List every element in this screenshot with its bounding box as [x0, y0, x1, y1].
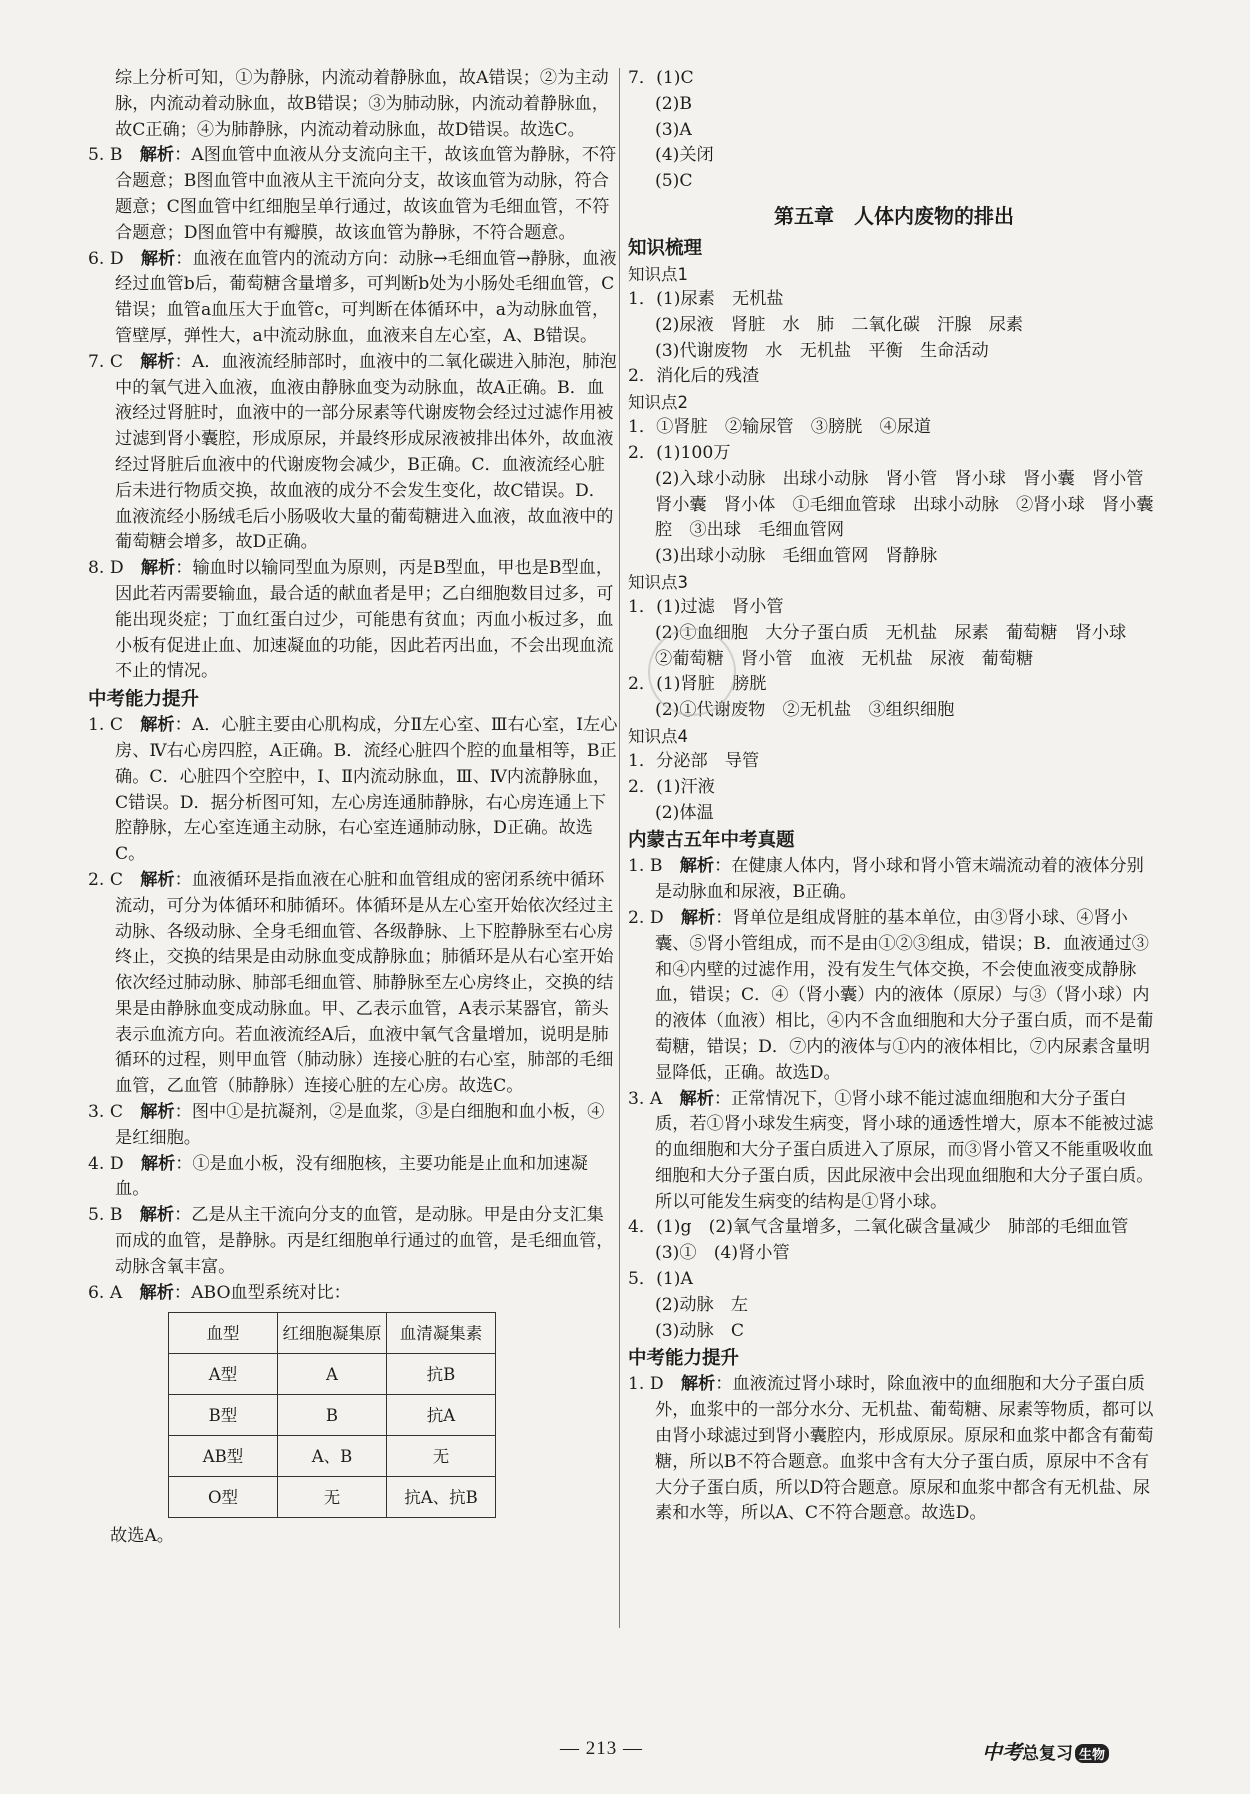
item-number: 1.: [628, 856, 645, 877]
analysis-text: ：乙是从主干流向分支的血管，是动脉。甲是由分支汇集而成的血管，是静脉。丙是红细胞单行通过的血管，是毛细血管，动脉含氧丰富。: [115, 1205, 614, 1277]
knowledge-point-label: 知识点4: [628, 726, 688, 746]
answer-choice: C: [109, 351, 124, 372]
analysis-label: 解析: [139, 1205, 175, 1226]
page-number: — 213 —: [560, 1738, 643, 1759]
text-line: (3)A: [655, 119, 692, 140]
text-line: 2．(1)肾脏 膀胱: [628, 674, 767, 695]
text-line: 2．(1)汗液: [628, 776, 715, 797]
analysis-text: ：A．血液流经肺部时，血液中的二氧化碳进入肺泡，肺泡中的氧气进入血液，血液由静脉血变为动脉血，故A正确。B．血液经过肾脏时，血液中的一部分尿素等代谢废物会经过过滤作用被过滤到肾小囊腔，形成原尿，并最终形成尿液被排出体外，故血液经过肾脏后血液中的代谢废物会减少，B正确。C．血液流经心脏后未进行物质交换，故血液的成分不会发生变化，故C错误。D．血液流经小肠绒毛后小肠吸收大量的葡萄糖进入血液，故血液中的葡萄糖会增多，故D正确。: [115, 351, 617, 553]
table-cell: 无: [278, 1477, 387, 1518]
text-line: (2)①代谢废物 ②无机盐 ③组织细胞: [655, 700, 955, 721]
table-row: [169, 1436, 496, 1477]
analysis-label: 解析: [139, 145, 175, 166]
brand-subject: 生物: [1075, 1744, 1109, 1763]
answer-choice: A: [649, 1088, 663, 1109]
text-line: 1．分泌部 导管: [628, 750, 760, 771]
text-line: (3)动脉 C: [655, 1320, 745, 1341]
table-row: [169, 1477, 496, 1518]
item-number: 2.: [628, 907, 645, 928]
column-divider: [619, 68, 620, 1628]
table-cell: 抗B: [387, 1354, 496, 1395]
text-line: 2．消化后的残渣: [628, 366, 760, 387]
knowledge-point-label: 知识点3: [628, 572, 688, 592]
item-number: 1.: [628, 1374, 645, 1395]
answer-choice: B: [649, 856, 663, 877]
item-number: 3.: [88, 1102, 105, 1123]
abo-blood-type-table: [168, 1312, 496, 1518]
analysis-label: 解析: [140, 351, 175, 372]
table-cell: A型: [169, 1354, 278, 1395]
analysis-label: 解析: [680, 907, 716, 928]
answer-item: [88, 247, 620, 350]
analysis-text: ：血液循环是指血液在心脏和血管组成的密闭系统中循环流动，可分为体循环和肺循环。体循环是从左心室开始依次经过主动脉、各级动脉、全身毛细血管、各级静脉、上下腔静脉至右心房终止，交换的结果是由动脉血变成静脉血；肺循环是从右心室开始依次经过肺动脉、肺部毛细血管、肺静脉至左心房终止，交换的结果是由静脉血变成动脉血。甲、乙表示血管，A表示某器官，箭头表示血流方向。若血液流经A后，血液中氧气含量增加，说明是肺循环的过程，则甲血管（肺动脉）连接心脏的右心室，肺部的毛细血管，乙血管（肺静脉）连接心脏的左心房。故选C。: [115, 869, 614, 1097]
answer-item: [628, 906, 1160, 1087]
table-cell: 抗A: [387, 1395, 496, 1436]
brand-main: 中考: [982, 1740, 1022, 1764]
section-heading: 内蒙古五年中考真题: [628, 830, 795, 852]
item-number: 2.: [88, 869, 105, 890]
answer-choice: D: [109, 248, 124, 269]
text-line: 2．(1)100万: [628, 442, 731, 463]
analysis-label: 解析: [140, 869, 175, 890]
answer-item: [88, 350, 620, 556]
brand-sub: 总复习: [1022, 1744, 1073, 1764]
analysis-label: 解析: [140, 1102, 175, 1123]
analysis-label: 解析: [140, 715, 175, 736]
answer-choice: C: [109, 715, 124, 736]
answer-item: [628, 854, 1160, 906]
table-cell: A: [278, 1354, 387, 1395]
analysis-label: 解析: [680, 1374, 716, 1395]
answer-choice: C: [109, 1102, 124, 1123]
table-cell: 无: [387, 1436, 496, 1477]
knowledge-point-label: 知识点1: [628, 264, 688, 284]
analysis-text: ：血液流过肾小球时，除血液中的血细胞和大分子蛋白质外，血浆中的一部分水分、无机盐、葡萄糖、尿素等物质，都可以由肾小球滤过到肾小囊腔内，形成原尿。原尿和血浆中都含有葡萄糖，所以B不符合题意。血浆中含有大分子蛋白质，原尿中不含有大分子蛋白质，所以D符合题意。原尿和血浆中都含有无机盐、尿素和水等，所以A、C不符合题意。故选D。: [655, 1374, 1154, 1524]
answer-item: [88, 1152, 620, 1204]
item-number: 7.: [88, 351, 105, 372]
analysis-label: 解析: [140, 248, 176, 269]
analysis-label: 解析: [139, 1282, 174, 1303]
text-line: (2)体温: [655, 802, 714, 823]
answer-item: [628, 1372, 1160, 1527]
answer-choice: C: [109, 869, 124, 890]
text-line: (2)入球小动脉 出球小动脉 肾小管 肾小球 肾小囊 肾小管 肾小囊 肾小体 ①毛细血管球 出球小动脉 ②肾小球 肾小囊腔 ③出球 毛细血管网: [655, 468, 1161, 541]
left-column: [88, 66, 620, 1550]
text-line: (3)出球小动脉 毛细血管网 肾静脉: [655, 546, 938, 567]
table-row: [169, 1354, 496, 1395]
analysis-label: 解析: [679, 856, 715, 877]
text-line: 1．①肾脏 ②输尿管 ③膀胱 ④尿道: [628, 417, 932, 438]
analysis-text: ：输血时以输同型血为原则，丙是B型血，甲也是B型血，因此若丙需要输血，最合适的献血者是甲；乙白细胞数目过多，可能出现炎症；丁血红蛋白过少，可能患有贫血；丙血小板过多，血小板有促进止血、加速凝血的功能，因此若丙出血，不会出现血流不止的情况。: [115, 558, 614, 682]
table-header-row: [169, 1313, 496, 1354]
analysis-text: ：A．心脏主要由心肌构成，分Ⅱ左心室、Ⅲ右心室，Ⅰ左心房、Ⅳ右心房四腔，A正确。B．流经心脏四个腔的血量相等，B正确。C．心脏四个空腔中，Ⅰ、Ⅱ内流动脉血，Ⅲ、Ⅳ内流静脉血，C错误。D．据分析图可知，左心房连通肺静脉，右心房连通上下腔静脉，左心室连通主动脉，右心室连通肺动脉，D正确。故选C。: [115, 715, 618, 865]
table-header-cell: 血清凝集素: [387, 1313, 496, 1354]
answer-choice: A: [109, 1282, 123, 1303]
text-line: 4．(1)g (2)氧气含量增多，二氧化碳含量减少 肺部的毛细血管 (3)① (4)肾小管: [628, 1217, 1146, 1264]
item-number: 3.: [628, 1088, 645, 1109]
table-row: [169, 1395, 496, 1436]
text-line: 7．(1)C: [628, 68, 694, 88]
table-header-cell: 血型: [169, 1313, 278, 1354]
item-number: 6.: [88, 1282, 105, 1303]
item-number: 8.: [88, 558, 105, 579]
text-line: (5)C: [655, 171, 693, 192]
answer-item: [88, 143, 620, 246]
analysis-label: 解析: [140, 558, 176, 579]
table-cell: AB型: [169, 1436, 278, 1477]
text-line: 5．(1)A: [628, 1269, 693, 1290]
analysis-text: ：图中①是抗凝剂，②是血浆，③是白细胞和血小板，④是红细胞。: [115, 1102, 605, 1148]
analysis-text: ：ABO血型系统对比：: [173, 1282, 351, 1303]
table-cell: O型: [169, 1477, 278, 1518]
answer-item: [88, 1100, 620, 1152]
answer-item: [88, 713, 620, 868]
table-cell: 抗A、抗B: [387, 1477, 496, 1518]
item-number: 1.: [88, 715, 105, 736]
text-line: (2)动脉 左: [655, 1294, 749, 1315]
answer-choice: D: [649, 907, 664, 928]
answer-choice: D: [109, 558, 124, 579]
answer-choice: D: [649, 1374, 664, 1395]
text-line: 故选A。: [110, 1526, 174, 1547]
analysis-text: ：①是血小板，没有细胞核，主要功能是止血和加速凝血。: [115, 1153, 588, 1200]
text-line: (2)①血细胞 大分子蛋白质 无机盐 尿素 葡萄糖 肾小球 ②葡萄糖 肾小管 血液 无机盐 尿液 葡萄糖: [655, 622, 1144, 669]
analysis-text: ：血液在血管内的流动方向：动脉→毛细血管→静脉，血液经过血管b后，葡萄糖含量增多，可判断b处为小肠处毛细血管，C错误；血管a血压大于血管c，可判断在体循环中，a为动脉血管，管壁厚，弹性大，a中流动脉血，血液来自左心室，A、B错误。: [115, 248, 617, 346]
item-number: 5.: [88, 145, 105, 166]
table-cell: B型: [169, 1395, 278, 1436]
analysis-text: ：在健康人体内，肾小球和肾小管末端流动着的液体分别是动脉血和尿液，B正确。: [655, 856, 1144, 903]
table-cell: B: [278, 1395, 387, 1436]
knowledge-point-label: 知识点2: [628, 393, 688, 413]
text-line: (3)代谢废物 水 无机盐 平衡 生命活动: [655, 340, 989, 361]
section-heading: 知识梳理: [628, 237, 703, 259]
answer-item: [88, 1203, 620, 1280]
answer-choice: B: [109, 1205, 123, 1226]
analysis-label: 解析: [140, 1153, 176, 1174]
text-line: 1．(1)过滤 肾小管: [628, 596, 784, 617]
section-heading: 中考能力提升: [88, 689, 200, 711]
text-line: (2)尿液 肾脏 水 肺 二氧化碳 汗腺 尿素: [655, 314, 1024, 335]
item-number: 6.: [88, 248, 105, 269]
analysis-text: ：肾单位是组成肾脏的基本单位，由③肾小球、④肾小囊、⑤肾小管组成，而不是由①②③组成，错误；B．血液通过③和④内壁的过滤作用，没有发生气体交换，不会使血液变成静脉血，错误；C．④（肾小囊）内的液体（原尿）与③（肾小球）内的液体（血液）相比，④内不含血细胞和大分子蛋白质，而不是葡萄糖，错误；D．⑦内的液体与①内的液体相比，⑦内尿素含量明显降低，正确。故选D。: [655, 907, 1154, 1083]
answer-item: [88, 868, 620, 1100]
text-line: 综上分析可知，①为静脉，内流动着静脉血，故A错误；②为主动脉，内流动着动脉血，故B错误；③为肺动脉，内流动着静脉血，故C正确；④为肺静脉，内流动着动脉血，故D错误。故选C。: [115, 68, 609, 140]
item-number: 5.: [88, 1205, 105, 1226]
section-heading: 中考能力提升: [628, 1348, 740, 1370]
seal-stamp: [648, 628, 736, 716]
brand-logo: [982, 1736, 1109, 1765]
table-header-cell: 红细胞凝集原: [278, 1313, 387, 1354]
analysis-text: ：A图血管中血液从分支流向主干，故该血管为静脉，不符合题意；B图血管中血液从主干流向分支，故该血管为动脉，符合题意；C图血管中红细胞呈单行通过，故该血管为毛细血管，不符合题意；D图血管中有瓣膜，故该血管为静脉，不符合题意。: [115, 145, 617, 243]
answer-item: [88, 556, 620, 685]
text-line: (2)B: [655, 93, 692, 114]
chapter-title: 第五章 人体内废物的排出: [774, 203, 1014, 228]
right-column: [628, 66, 1160, 1527]
answer-item: [88, 1281, 620, 1307]
item-number: 4.: [88, 1153, 105, 1174]
answer-choice: D: [109, 1153, 124, 1174]
text-line: (4)关闭: [655, 145, 714, 166]
answer-choice: B: [109, 145, 123, 166]
text-line: 1．(1)尿素 无机盐: [628, 288, 784, 309]
analysis-text: ：正常情况下，①肾小球不能过滤血细胞和大分子蛋白质，若①肾小球发生病变，肾小球的通透性增大，原本不能被过滤的血细胞和大分子蛋白质进入了原尿，而③肾小管又不能重吸收血细胞和大分子蛋白质，因此尿液中会出现血细胞和大分子蛋白质。所以可能发生病变的结构是①肾小球。: [655, 1088, 1154, 1212]
analysis-label: 解析: [679, 1088, 714, 1109]
answer-item: [628, 1087, 1160, 1216]
table-cell: A、B: [278, 1436, 387, 1477]
